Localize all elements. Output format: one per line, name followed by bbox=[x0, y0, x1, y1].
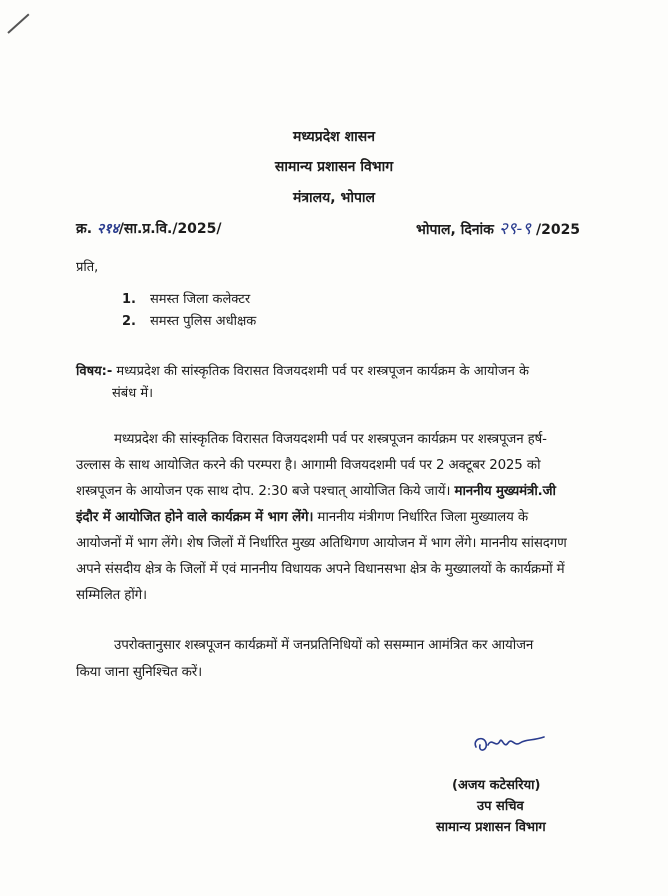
signature-scribble bbox=[470, 725, 550, 765]
place-and-date: भोपाल, दिनांक २९-९ /2025 bbox=[416, 219, 581, 239]
handwritten-date: २९-९ bbox=[498, 219, 532, 239]
reference-number: क्र. २१४/सा.प्र.वि./2025/ bbox=[76, 221, 222, 237]
header-department: सामान्य प्रशासन विभाग bbox=[274, 159, 394, 175]
body-paragraph-line: सम्मिलित होंगे। bbox=[76, 588, 147, 603]
signatory-designation: उप सचिव bbox=[477, 799, 524, 814]
header-location: मंत्रालय, भोपाल bbox=[292, 190, 376, 206]
recipient-item: 2. समस्त पुलिस अधीक्षक bbox=[122, 314, 257, 329]
to-label: प्रति, bbox=[76, 260, 99, 275]
signatory-department: सामान्य प्रशासन विभाग bbox=[436, 820, 546, 835]
body-paragraph-line: आयोजनों में भाग लेंगे। शेष जिलों में निर्धारित मुख्य अतिथिगण आयोजन में भाग लेंगे। माननीय सांसदगण bbox=[76, 536, 567, 551]
handwritten-ref-number: २१४ bbox=[96, 221, 119, 237]
subject-continuation: संबंध में। bbox=[112, 386, 154, 401]
subject-line: विषय:- मध्यप्रदेश की सांस्कृतिक विरासत विजयदशमी पर्व पर शस्त्रपूजन कार्यक्रम के आयोजन के bbox=[76, 364, 529, 379]
body-paragraph-line: मध्यप्रदेश की सांस्कृतिक विरासत विजयदशमी पर्व पर शस्त्रपूजन कार्यक्रम पर शस्त्रपूजन हर्ष- bbox=[114, 432, 547, 447]
body-paragraph-line: उल्लास के साथ आयोजित करने की परम्परा है। आगामी विजयदशमी पर्व पर 2 अक्टूबर 2025 को bbox=[76, 458, 541, 473]
body-paragraph-line: शस्त्रपूजन के आयोजन एक साथ दोप. 2:30 बजे पश्चात् आयोजित किये जायें। माननीय मुख्यमंत्री.जी bbox=[76, 484, 556, 499]
signatory-name: (अजय कटेसरिया) bbox=[452, 778, 541, 793]
body-paragraph-line: किया जाना सुनिश्चित करें। bbox=[76, 665, 203, 680]
recipient-item: 1. समस्त जिला कलेक्टर bbox=[122, 292, 251, 307]
subject-label: विषय:- bbox=[76, 364, 113, 379]
body-paragraph-line: उपरोक्तानुसार शस्त्रपूजन कार्यक्रमों में जनप्रतिनिधियों को ससम्मान आमंत्रित कर आयोजन bbox=[114, 638, 534, 653]
pen-tick-mark bbox=[7, 14, 29, 34]
body-paragraph-line: इंदौर में आयोजित होने वाले कार्यक्रम में भाग लेंगे। माननीय मंत्रीगण निर्धारित जिला मुख्यालय के bbox=[76, 510, 528, 525]
body-paragraph-line: अपने संसदीय क्षेत्र के जिलों में एवं माननीय विधायक अपने विधानसभा क्षेत्र के मुख्यालयों के कार्यक्रमों में bbox=[76, 562, 565, 577]
header-state: मध्यप्रदेश शासन bbox=[293, 129, 375, 145]
